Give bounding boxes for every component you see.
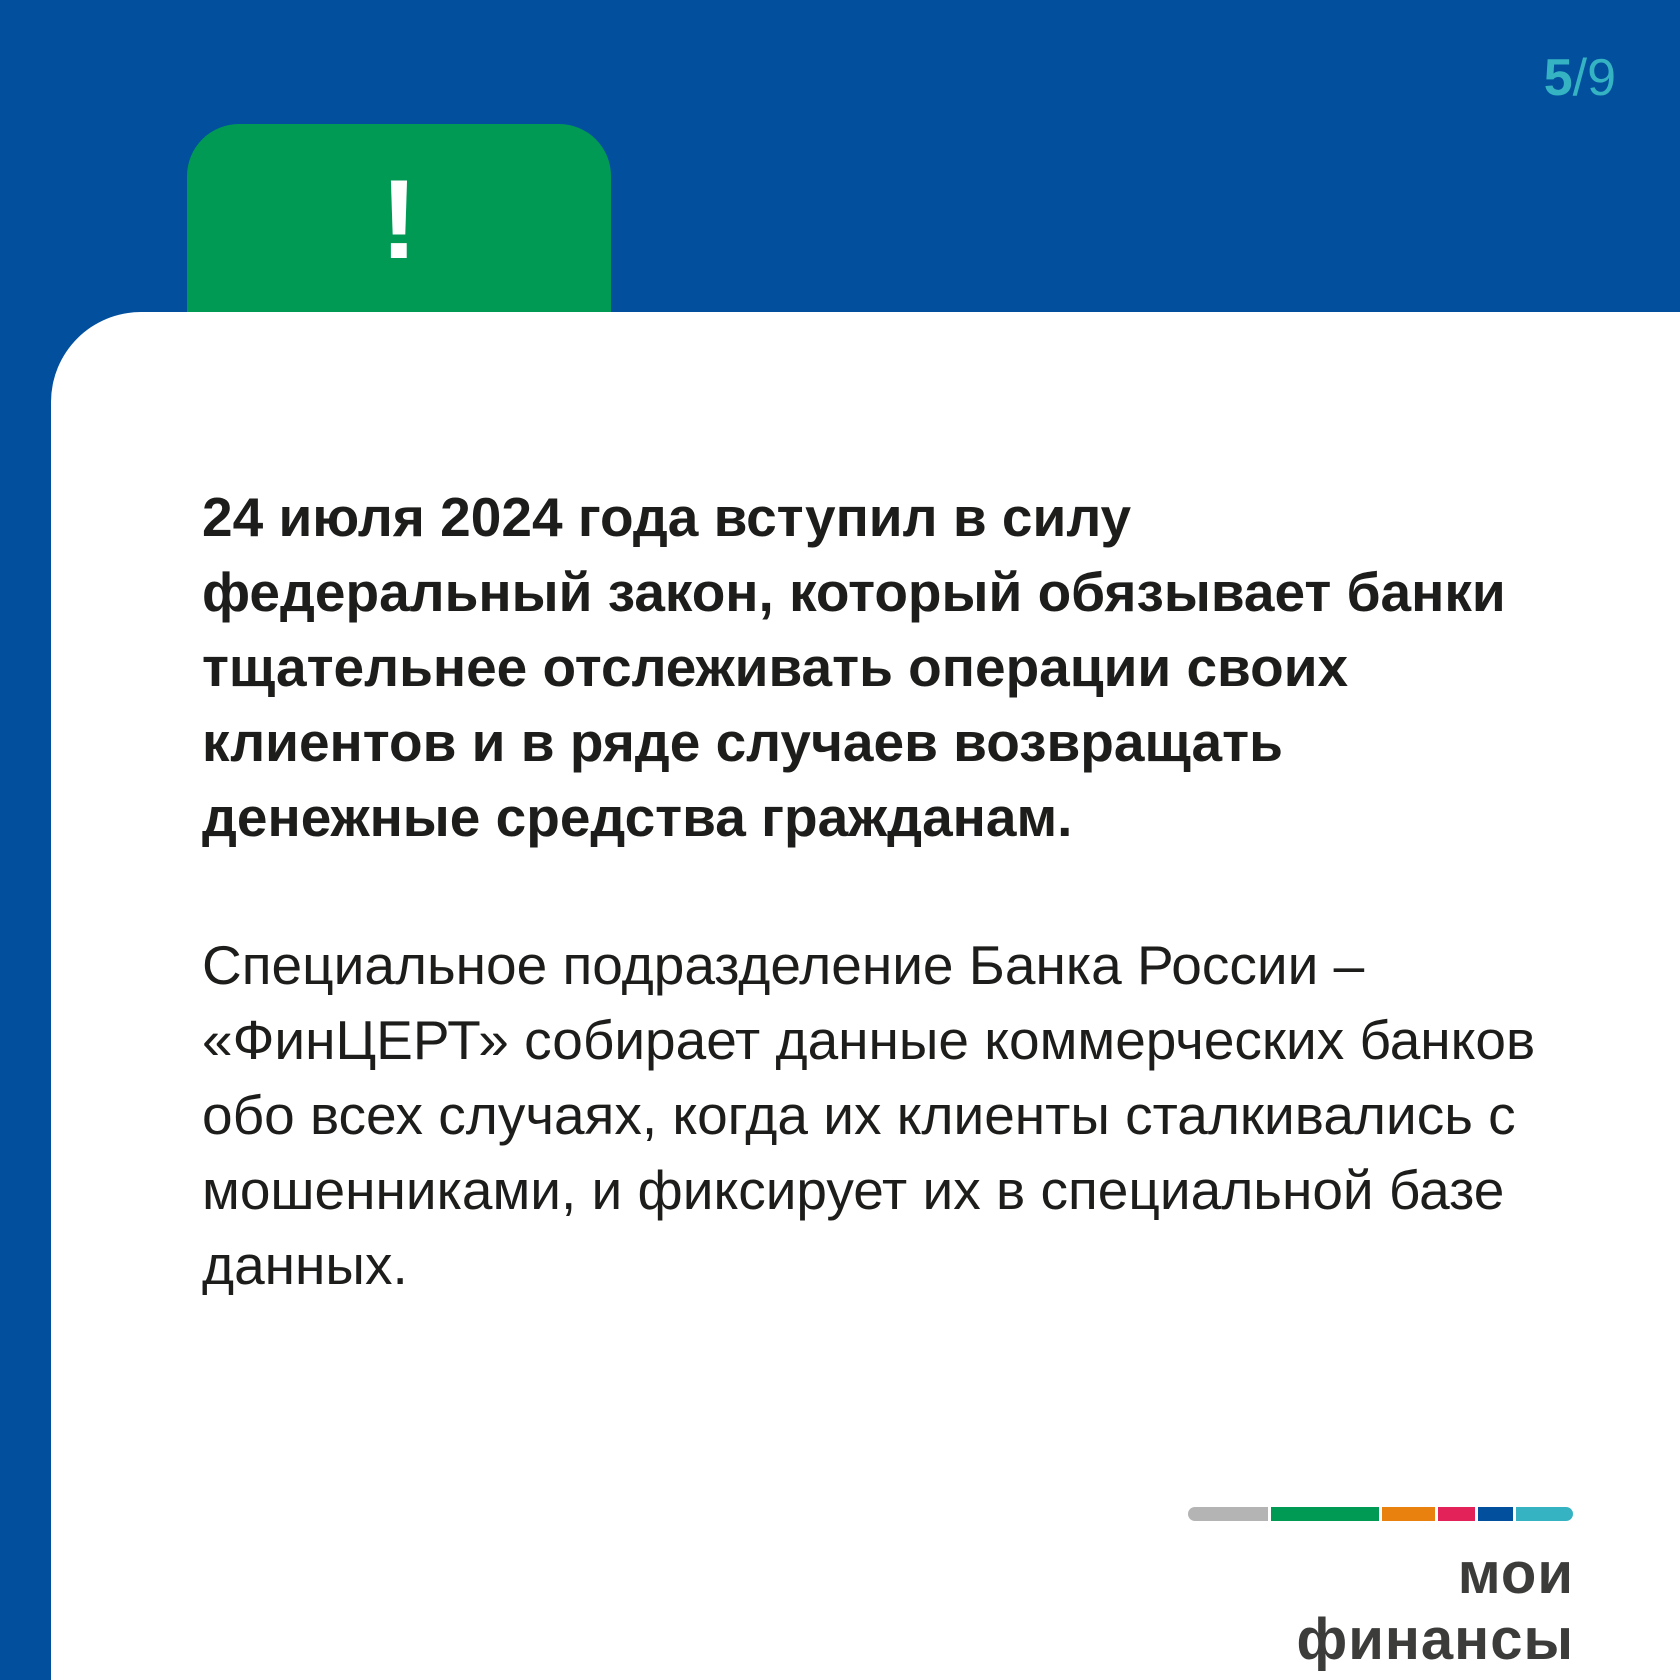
body-paragraph: Специальное подразделение Банка России – «ФинЦЕРТ» собирает данные коммерческих банков обо всех случаях, когда их клиенты сталкивались с мошенниками, и фиксирует их в специальной базе данных. [202, 934, 1536, 1296]
exclamation-icon: ! [380, 157, 418, 282]
brand-name: мои финансы [1296, 1541, 1574, 1672]
page-counter [1544, 48, 1616, 108]
page-total: 9 [1587, 49, 1616, 107]
page-current: 5 [1543, 49, 1573, 107]
stripe-segment-green [1271, 1507, 1379, 1521]
brand-logo [1188, 1507, 1574, 1673]
stripe-segment-blue [1478, 1507, 1513, 1521]
brand-color-stripe [1188, 1507, 1574, 1521]
page-separator: / [1572, 49, 1588, 107]
stripe-segment-orange [1382, 1507, 1435, 1521]
stripe-segment-gray [1188, 1507, 1268, 1521]
stripe-segment-pink [1438, 1507, 1475, 1521]
lead-paragraph: 24 июля 2024 года вступил в силу федеральный закон, который обязывает банки тщательнее отслеживать операции своих клиентов и в ряде случаев возвращать денежные средства гражданам. [202, 486, 1506, 848]
stripe-segment-teal [1516, 1507, 1573, 1521]
alert-tab [187, 124, 611, 344]
